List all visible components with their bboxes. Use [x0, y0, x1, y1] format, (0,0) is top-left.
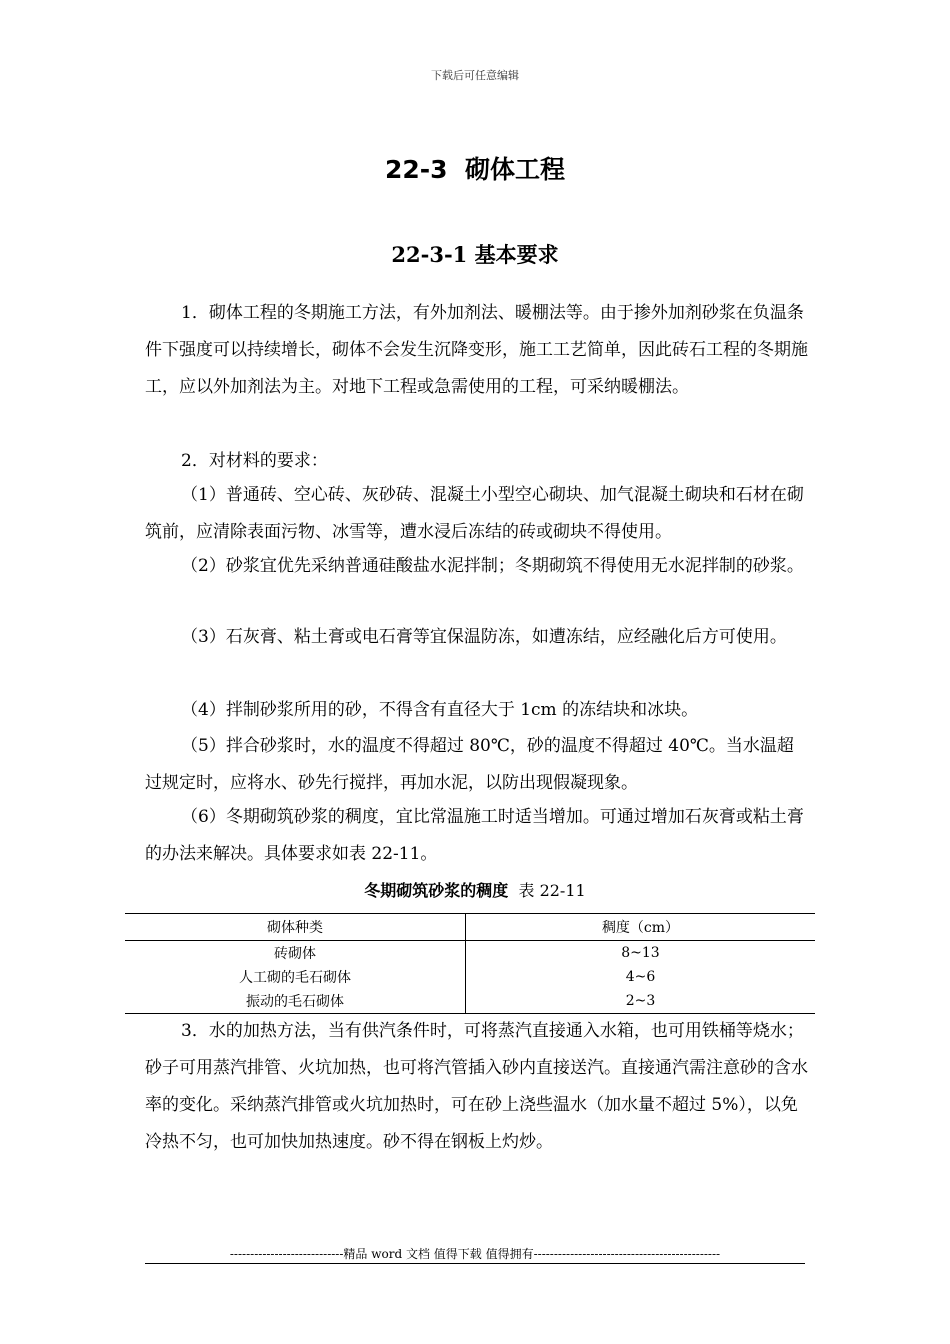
table-cell-type: 人工砌的毛石砌体	[125, 965, 466, 989]
section-heading: 22-3-1 基本要求	[391, 242, 559, 267]
table-caption-number: 表 22-11	[518, 881, 586, 900]
consistency-table	[125, 913, 815, 1014]
table-cell-type: 振动的毛石砌体	[125, 989, 466, 1014]
table-row	[125, 941, 815, 966]
paragraph-item-5: （5）拌合砂浆时，水的温度不得超过 80℃，砂的温度不得超过 40℃。当水温超过规定时，应将水、砂先行搅拌，再加水泥，以防出现假凝现象。	[145, 736, 794, 793]
paragraph-item-3: （3）石灰膏、粘土膏或电石膏等宜保温防冻，如遭冻结，应经融化后方可使用。	[181, 627, 787, 647]
paragraph-item-1: （1）普通砖、空心砖、灰砂砖、混凝土小型空心砌块、加气混凝土砌块和石材在砌筑前，应清除表面污物、冰雪等，遭水浸后冻结的砖或砌块不得使用。	[145, 485, 804, 542]
page-title: 22-3 砌体工程	[385, 155, 565, 184]
footer-divider	[145, 1263, 805, 1264]
table-header-masonry-type: 砌体种类	[125, 914, 466, 941]
table-caption-title: 冬期砌筑砂浆的稠度	[364, 881, 509, 900]
table-row	[125, 989, 815, 1014]
paragraph-item-2: （2）砂浆宜优先采纳普通硅酸盐水泥拌制；冬期砌筑不得使用无水泥拌制的砂浆。	[181, 556, 804, 576]
table-header-row	[125, 914, 815, 941]
table-cell-value: 2~3	[466, 989, 816, 1014]
paragraph-item-6: （6）冬期砌筑砂浆的稠度，宜比常温施工时适当增加。可通过增加石灰膏或粘土膏的办法来解决。具体要求如表 22-11。	[145, 807, 804, 864]
paragraph-item-4: （4）拌制砂浆所用的砂，不得含有直径大于 1cm 的冻结块和冰块。	[181, 700, 699, 720]
paragraph-material-requirements: 2．对材料的要求：	[181, 451, 328, 471]
page-footer: ----------------------------精品 word 文档 值得下载 值得拥有----------------------------------------------	[229, 1247, 721, 1261]
table-cell-type: 砖砌体	[125, 941, 466, 966]
paragraph-methods: 1．砌体工程的冬期施工方法，有外加剂法、暖棚法等。由于掺外加剂砂浆在负温条件下强度可以持续增长，砌体不会发生沉降变形，施工工艺简单，因此砖石工程的冬期施工，应以外加剂法为主。对地下工程或急需使用的工程，可采纳暖棚法。	[145, 303, 808, 397]
table-cell-value: 8~13	[621, 945, 660, 961]
table-row	[125, 965, 815, 989]
table-caption	[0, 878, 950, 901]
page-header: 下载后可任意编辑	[431, 69, 519, 82]
table-cell-value: 4~6	[625, 969, 656, 985]
table-header-consistency: 稠度（cm）	[466, 914, 816, 941]
paragraph-water-heating: 3．水的加热方法，当有供汽条件时，可将蒸汽直接通入水箱，也可用铁桶等烧水；砂子可用蒸汽排管、火坑加热，也可将汽管插入砂内直接送汽。直接通汽需注意砂的含水率的变化。采纳蒸汽排管或火坑加热时，可在砂上浇些温水（加水量不超过 5%），以免冷热不匀，也可加快加热速度。砂不得在钢板上灼炒。	[145, 1021, 808, 1152]
